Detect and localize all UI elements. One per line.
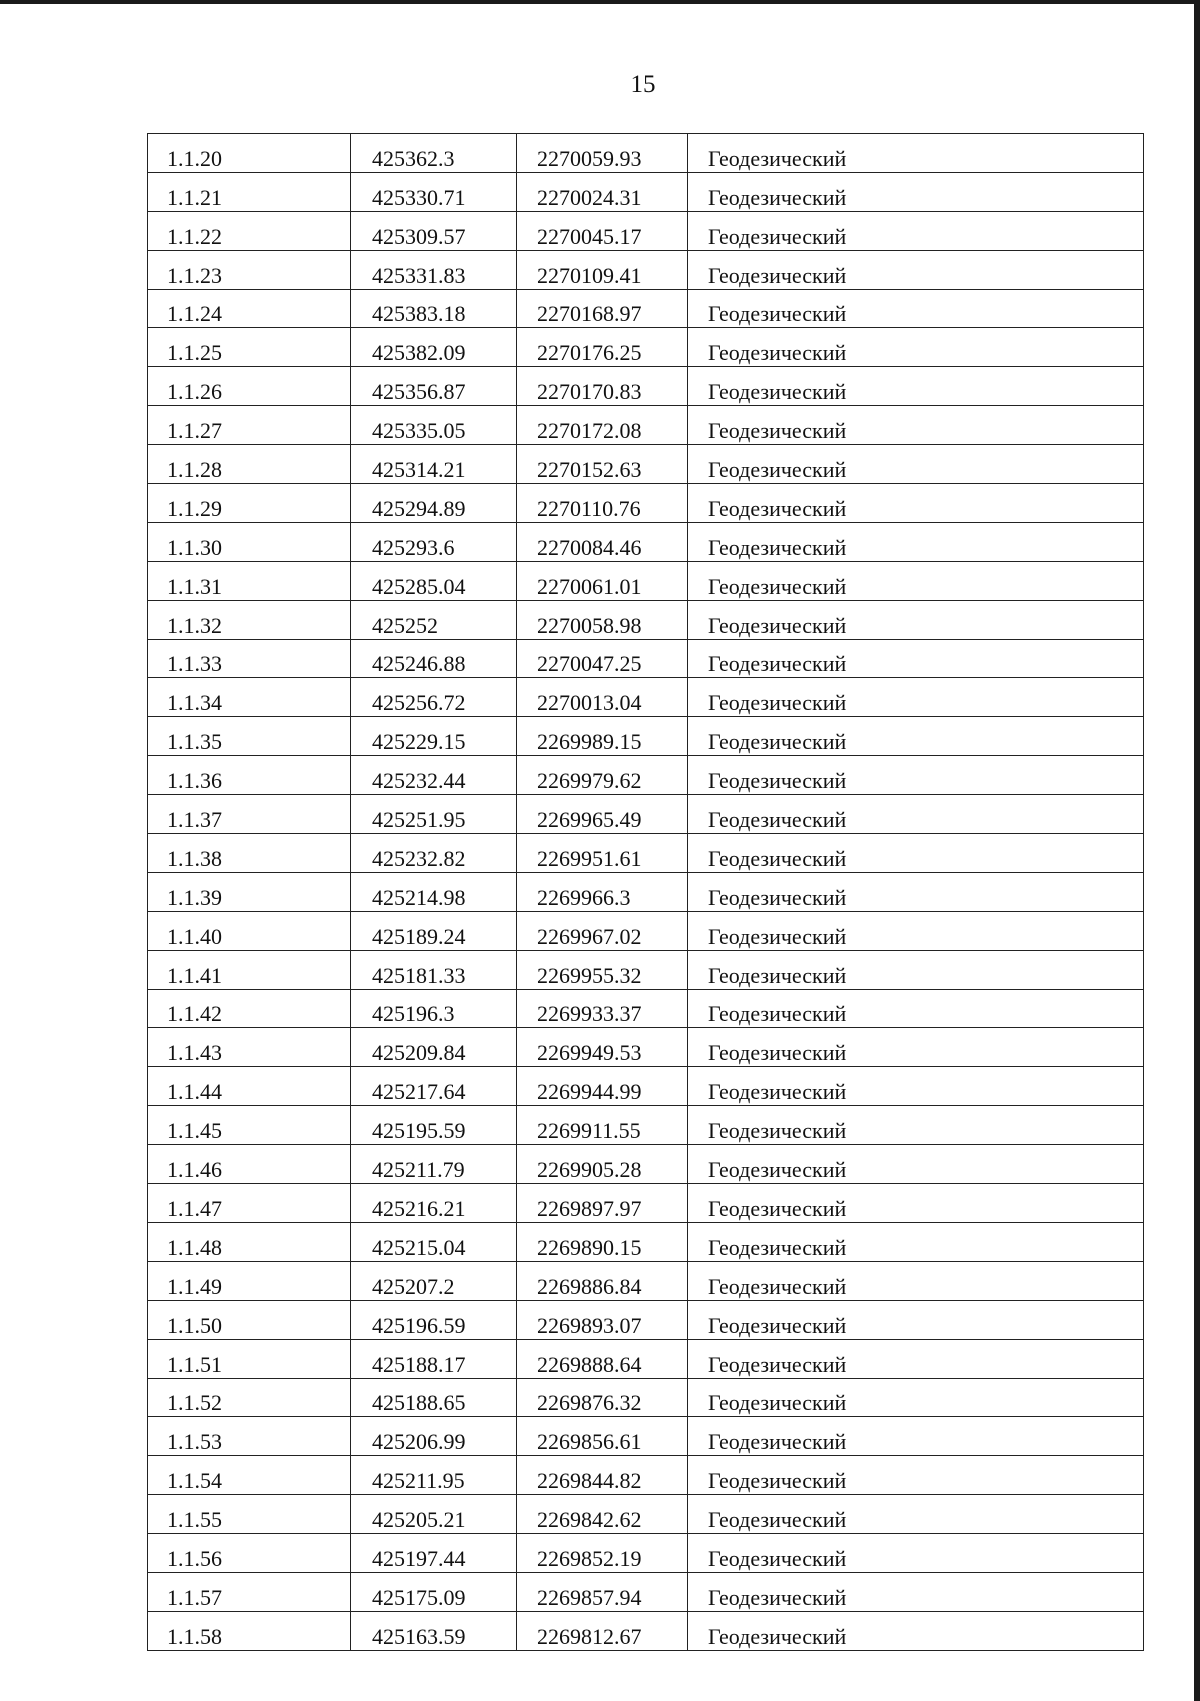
method-cell: Геодезический [688,211,1144,250]
x-coordinate-cell: 425175.09 [351,1572,517,1611]
x-coordinate-cell: 425211.79 [351,1145,517,1184]
x-coordinate-cell: 425216.21 [351,1184,517,1223]
y-coordinate-cell: 2270170.83 [517,367,688,406]
coordinates-table-body [148,134,1144,1651]
table-row [148,134,1144,173]
point-number-cell: 1.1.38 [148,834,351,873]
table-row [148,1456,1144,1495]
y-coordinate-cell: 2270172.08 [517,406,688,445]
method-cell: Геодезический [688,834,1144,873]
point-number-cell: 1.1.55 [148,1495,351,1534]
method-cell: Геодезический [688,289,1144,328]
y-coordinate-cell: 2270084.46 [517,522,688,561]
method-cell: Геодезический [688,1261,1144,1300]
page-number: 15 [630,71,656,98]
method-cell: Геодезический [688,406,1144,445]
method-cell: Геодезический [688,1184,1144,1223]
table-row [148,1417,1144,1456]
x-coordinate-cell: 425362.3 [351,134,517,173]
point-number-cell: 1.1.56 [148,1534,351,1573]
method-cell: Геодезический [688,1222,1144,1261]
method-cell: Геодезический [688,134,1144,173]
method-cell: Геодезический [688,950,1144,989]
x-coordinate-cell: 425196.59 [351,1300,517,1339]
y-coordinate-cell: 2269965.49 [517,795,688,834]
x-coordinate-cell: 425293.6 [351,522,517,561]
point-number-cell: 1.1.39 [148,872,351,911]
x-coordinate-cell: 425217.64 [351,1067,517,1106]
method-cell: Геодезический [688,522,1144,561]
x-coordinate-cell: 425232.44 [351,756,517,795]
method-cell: Геодезический [688,1300,1144,1339]
table-row [148,872,1144,911]
method-cell: Геодезический [688,445,1144,484]
x-coordinate-cell: 425206.99 [351,1417,517,1456]
table-row [148,1028,1144,1067]
x-coordinate-cell: 425294.89 [351,484,517,523]
y-coordinate-cell: 2269812.67 [517,1611,688,1650]
y-coordinate-cell: 2269886.84 [517,1261,688,1300]
y-coordinate-cell: 2270061.01 [517,561,688,600]
table-row [148,600,1144,639]
y-coordinate-cell: 2269876.32 [517,1378,688,1417]
table-row [148,911,1144,950]
table-row [148,1300,1144,1339]
y-coordinate-cell: 2269967.02 [517,911,688,950]
x-coordinate-cell: 425207.2 [351,1261,517,1300]
point-number-cell: 1.1.31 [148,561,351,600]
table-row [148,678,1144,717]
table-row [148,1339,1144,1378]
x-coordinate-cell: 425252 [351,600,517,639]
y-coordinate-cell: 2270059.93 [517,134,688,173]
method-cell: Геодезический [688,639,1144,678]
table-row [148,834,1144,873]
table-row [148,989,1144,1028]
x-coordinate-cell: 425246.88 [351,639,517,678]
point-number-cell: 1.1.42 [148,989,351,1028]
table-row [148,1222,1144,1261]
scan-edge-top [0,0,1200,4]
y-coordinate-cell: 2269989.15 [517,717,688,756]
table-row [148,717,1144,756]
table-row [148,445,1144,484]
x-coordinate-cell: 425330.71 [351,172,517,211]
point-number-cell: 1.1.26 [148,367,351,406]
method-cell: Геодезический [688,484,1144,523]
table-row [148,1145,1144,1184]
x-coordinate-cell: 425196.3 [351,989,517,1028]
table-row [148,522,1144,561]
y-coordinate-cell: 2270109.41 [517,250,688,289]
point-number-cell: 1.1.30 [148,522,351,561]
x-coordinate-cell: 425356.87 [351,367,517,406]
table-row [148,1534,1144,1573]
x-coordinate-cell: 425383.18 [351,289,517,328]
x-coordinate-cell: 425335.05 [351,406,517,445]
point-number-cell: 1.1.50 [148,1300,351,1339]
point-number-cell: 1.1.36 [148,756,351,795]
point-number-cell: 1.1.23 [148,250,351,289]
point-number-cell: 1.1.34 [148,678,351,717]
y-coordinate-cell: 2269951.61 [517,834,688,873]
x-coordinate-cell: 425163.59 [351,1611,517,1650]
point-number-cell: 1.1.35 [148,717,351,756]
point-number-cell: 1.1.33 [148,639,351,678]
point-number-cell: 1.1.47 [148,1184,351,1223]
point-number-cell: 1.1.24 [148,289,351,328]
x-coordinate-cell: 425251.95 [351,795,517,834]
x-coordinate-cell: 425229.15 [351,717,517,756]
point-number-cell: 1.1.21 [148,172,351,211]
point-number-cell: 1.1.22 [148,211,351,250]
method-cell: Геодезический [688,1145,1144,1184]
y-coordinate-cell: 2269979.62 [517,756,688,795]
table-row [148,328,1144,367]
table-row [148,1572,1144,1611]
method-cell: Геодезический [688,795,1144,834]
y-coordinate-cell: 2269905.28 [517,1145,688,1184]
point-number-cell: 1.1.45 [148,1106,351,1145]
y-coordinate-cell: 2269933.37 [517,989,688,1028]
point-number-cell: 1.1.58 [148,1611,351,1650]
x-coordinate-cell: 425309.57 [351,211,517,250]
scan-edge-right [1194,0,1200,1701]
y-coordinate-cell: 2270168.97 [517,289,688,328]
x-coordinate-cell: 425181.33 [351,950,517,989]
table-row [148,639,1144,678]
x-coordinate-cell: 425205.21 [351,1495,517,1534]
x-coordinate-cell: 425215.04 [351,1222,517,1261]
y-coordinate-cell: 2269949.53 [517,1028,688,1067]
x-coordinate-cell: 425189.24 [351,911,517,950]
y-coordinate-cell: 2269911.55 [517,1106,688,1145]
method-cell: Геодезический [688,1611,1144,1650]
table-row [148,172,1144,211]
y-coordinate-cell: 2269888.64 [517,1339,688,1378]
table-row [148,367,1144,406]
point-number-cell: 1.1.57 [148,1572,351,1611]
method-cell: Геодезический [688,561,1144,600]
table-row [148,289,1144,328]
point-number-cell: 1.1.25 [148,328,351,367]
method-cell: Геодезический [688,911,1144,950]
y-coordinate-cell: 2269844.82 [517,1456,688,1495]
y-coordinate-cell: 2270013.04 [517,678,688,717]
x-coordinate-cell: 425214.98 [351,872,517,911]
table-row [148,1261,1144,1300]
method-cell: Геодезический [688,172,1144,211]
point-number-cell: 1.1.43 [148,1028,351,1067]
y-coordinate-cell: 2269852.19 [517,1534,688,1573]
y-coordinate-cell: 2269944.99 [517,1067,688,1106]
x-coordinate-cell: 425256.72 [351,678,517,717]
table-row [148,484,1144,523]
table-row [148,1378,1144,1417]
point-number-cell: 1.1.40 [148,911,351,950]
x-coordinate-cell: 425209.84 [351,1028,517,1067]
method-cell: Геодезический [688,600,1144,639]
y-coordinate-cell: 2269842.62 [517,1495,688,1534]
method-cell: Геодезический [688,1378,1144,1417]
table-row [148,1067,1144,1106]
point-number-cell: 1.1.20 [148,134,351,173]
table-row [148,1495,1144,1534]
point-number-cell: 1.1.29 [148,484,351,523]
method-cell: Геодезический [688,717,1144,756]
point-number-cell: 1.1.44 [148,1067,351,1106]
x-coordinate-cell: 425314.21 [351,445,517,484]
y-coordinate-cell: 2269955.32 [517,950,688,989]
table-row [148,950,1144,989]
x-coordinate-cell: 425232.82 [351,834,517,873]
point-number-cell: 1.1.32 [148,600,351,639]
x-coordinate-cell: 425211.95 [351,1456,517,1495]
method-cell: Геодезический [688,1417,1144,1456]
method-cell: Геодезический [688,367,1144,406]
x-coordinate-cell: 425382.09 [351,328,517,367]
x-coordinate-cell: 425285.04 [351,561,517,600]
point-number-cell: 1.1.28 [148,445,351,484]
point-number-cell: 1.1.51 [148,1339,351,1378]
y-coordinate-cell: 2269893.07 [517,1300,688,1339]
table-row [148,1611,1144,1650]
y-coordinate-cell: 2270045.17 [517,211,688,250]
method-cell: Геодезический [688,1572,1144,1611]
x-coordinate-cell: 425197.44 [351,1534,517,1573]
method-cell: Геодезический [688,678,1144,717]
method-cell: Геодезический [688,1456,1144,1495]
x-coordinate-cell: 425188.65 [351,1378,517,1417]
table-row [148,561,1144,600]
point-number-cell: 1.1.49 [148,1261,351,1300]
method-cell: Геодезический [688,872,1144,911]
table-row [148,250,1144,289]
y-coordinate-cell: 2270024.31 [517,172,688,211]
point-number-cell: 1.1.53 [148,1417,351,1456]
table-row [148,406,1144,445]
method-cell: Геодезический [688,1106,1144,1145]
y-coordinate-cell: 2270058.98 [517,600,688,639]
y-coordinate-cell: 2269890.15 [517,1222,688,1261]
table-row [148,756,1144,795]
point-number-cell: 1.1.48 [148,1222,351,1261]
x-coordinate-cell: 425331.83 [351,250,517,289]
point-number-cell: 1.1.37 [148,795,351,834]
method-cell: Геодезический [688,989,1144,1028]
y-coordinate-cell: 2270176.25 [517,328,688,367]
table-row [148,1184,1144,1223]
y-coordinate-cell: 2269897.97 [517,1184,688,1223]
method-cell: Геодезический [688,1495,1144,1534]
y-coordinate-cell: 2270047.25 [517,639,688,678]
y-coordinate-cell: 2270110.76 [517,484,688,523]
y-coordinate-cell: 2269856.61 [517,1417,688,1456]
point-number-cell: 1.1.27 [148,406,351,445]
coordinates-table [147,133,1144,1651]
method-cell: Геодезический [688,250,1144,289]
table-row [148,1106,1144,1145]
method-cell: Геодезический [688,1028,1144,1067]
x-coordinate-cell: 425188.17 [351,1339,517,1378]
point-number-cell: 1.1.41 [148,950,351,989]
point-number-cell: 1.1.52 [148,1378,351,1417]
method-cell: Геодезический [688,1067,1144,1106]
y-coordinate-cell: 2269966.3 [517,872,688,911]
y-coordinate-cell: 2269857.94 [517,1572,688,1611]
method-cell: Геодезический [688,1339,1144,1378]
x-coordinate-cell: 425195.59 [351,1106,517,1145]
method-cell: Геодезический [688,756,1144,795]
point-number-cell: 1.1.54 [148,1456,351,1495]
table-row [148,211,1144,250]
coordinates-table-container [147,133,1143,1651]
table-row [148,795,1144,834]
method-cell: Геодезический [688,1534,1144,1573]
method-cell: Геодезический [688,328,1144,367]
y-coordinate-cell: 2270152.63 [517,445,688,484]
point-number-cell: 1.1.46 [148,1145,351,1184]
